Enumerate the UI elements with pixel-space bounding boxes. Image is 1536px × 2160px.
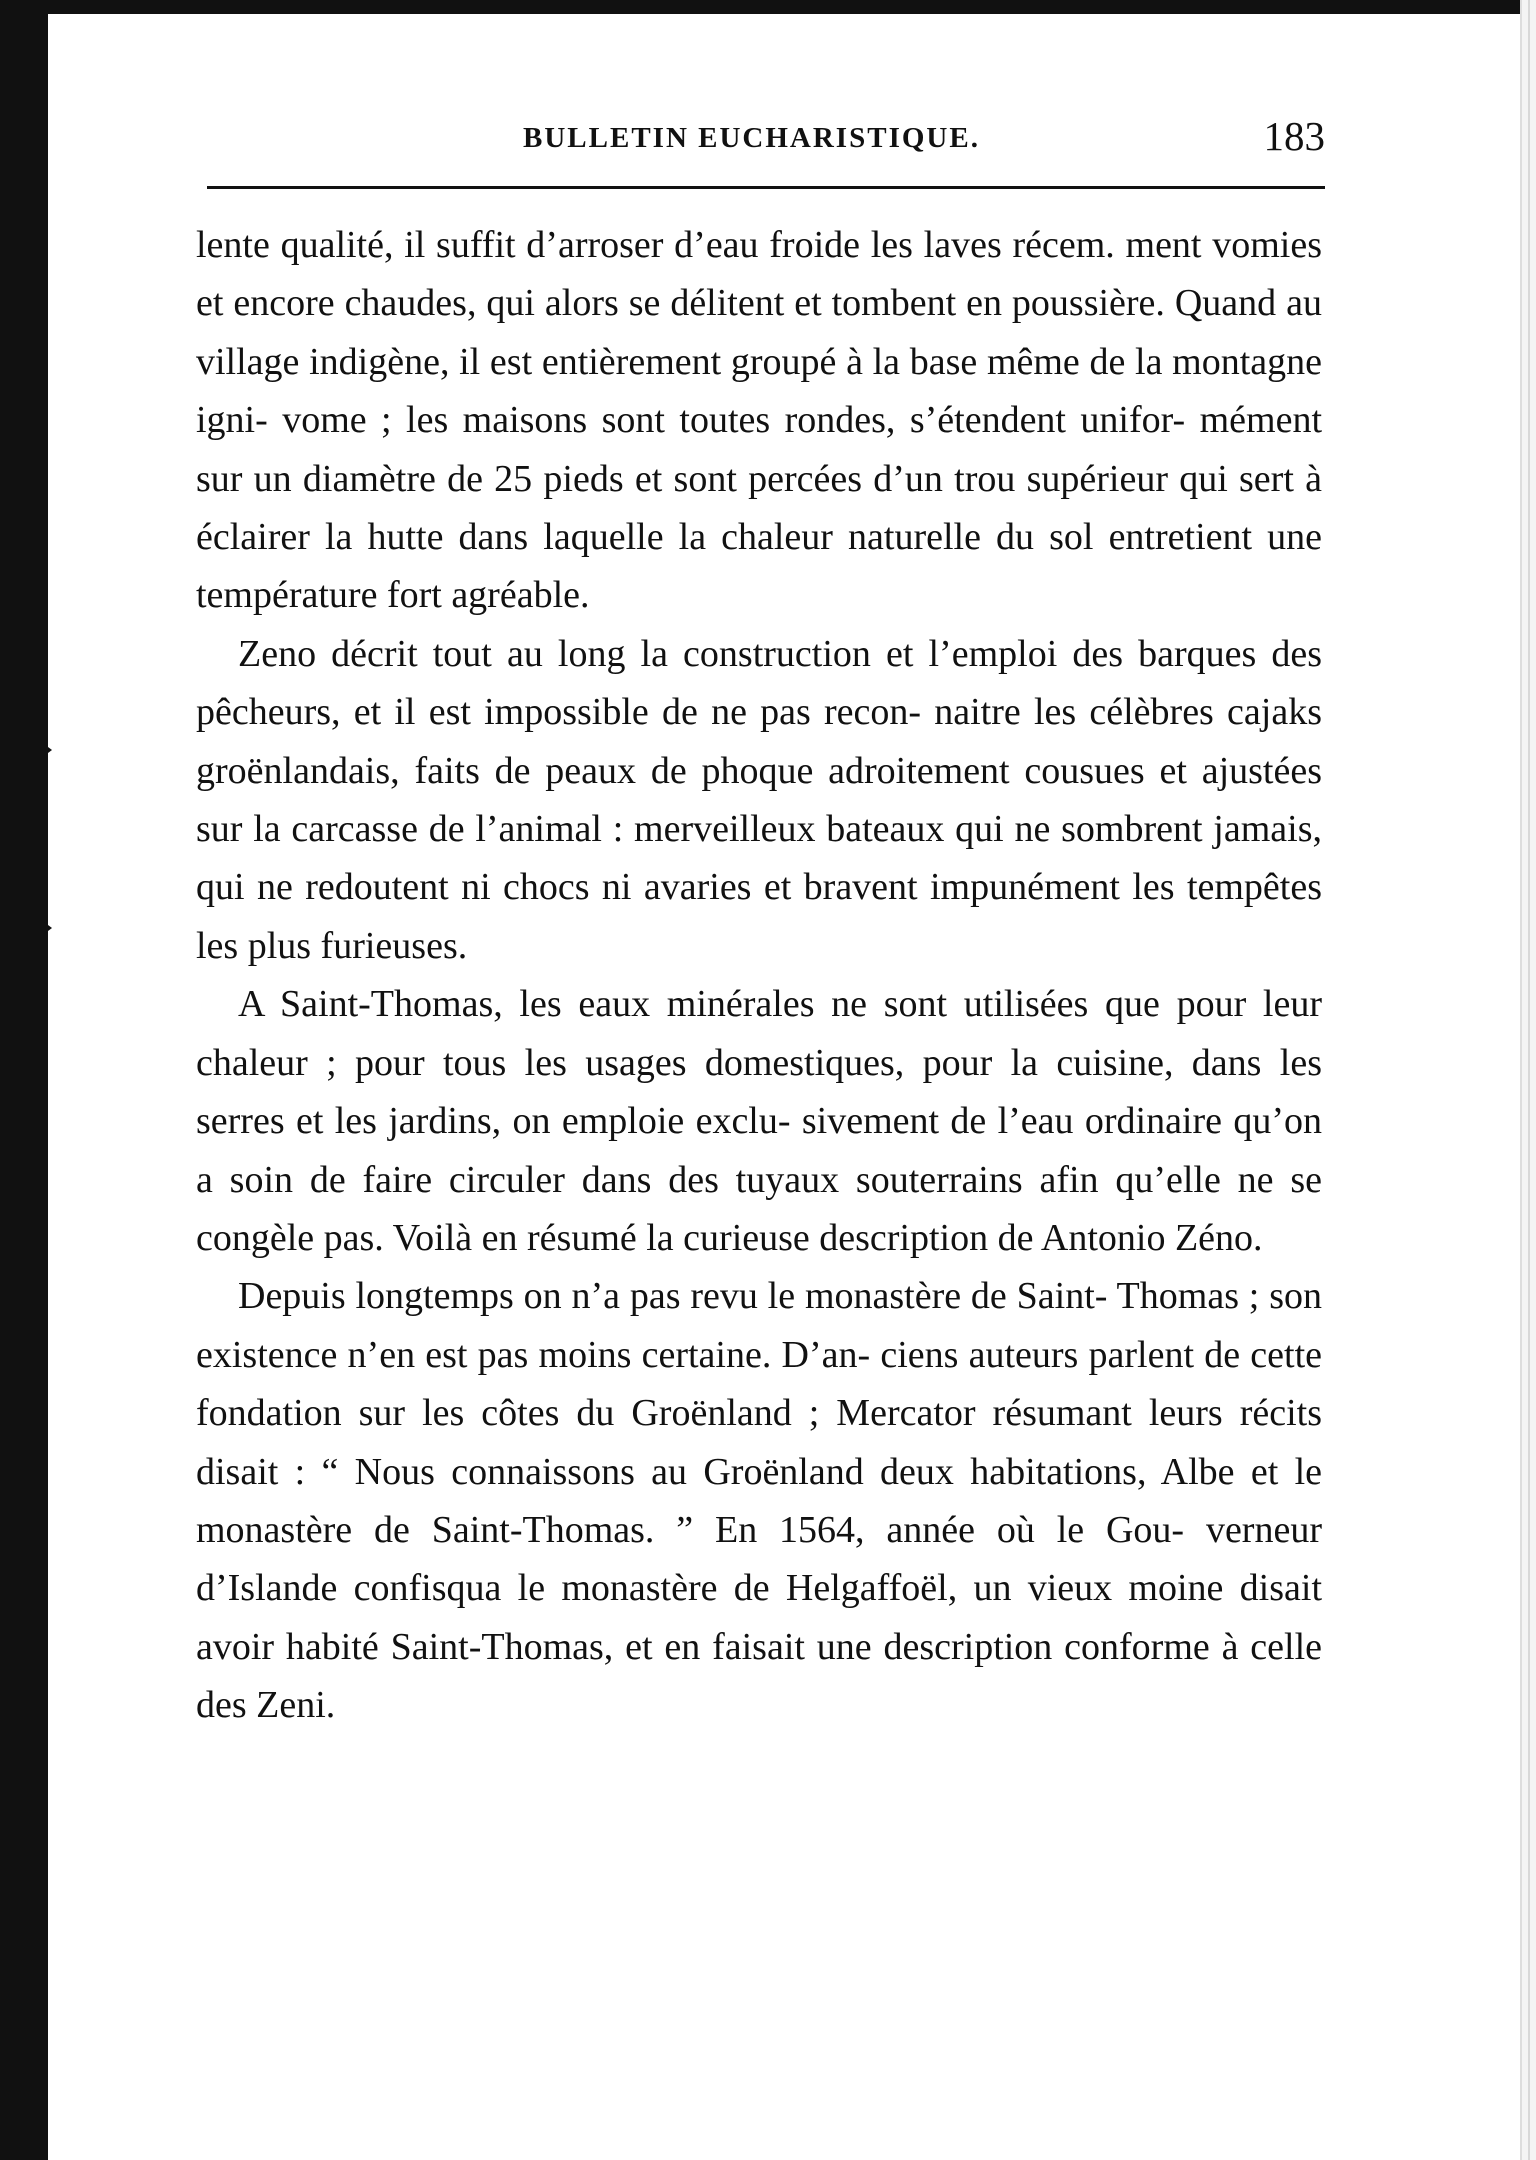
body-text — [196, 216, 1322, 1735]
header-rule — [207, 186, 1325, 189]
paragraph: A Saint-Thomas, les eaux minérales ne sont utilisées que pour leur chaleur ; pour tous les usages domestiques, pour la cuisine, dans les serres et les jardins, on emploie exclu- sivement de l’eau ordinaire qu’on a soin de faire circuler dans des tuyaux souterrains afin qu’elle ne se congèle pas. Voilà en résumé la curieuse description de Antonio Zéno. — [196, 983, 1322, 1259]
binding-mark — [44, 922, 52, 934]
running-head: BULLETIN EUCHARISTIQUE. — [523, 122, 980, 154]
scan-top-border — [0, 0, 1536, 14]
binding-mark — [44, 744, 52, 756]
scan-left-border — [0, 0, 48, 2160]
page-number: 183 — [1263, 113, 1325, 159]
page-header — [205, 112, 1325, 172]
paragraph: lente qualité, il suffit d’arroser d’eau froide les laves récem. ment vomies et encore chaudes, qui alors se délitent et tombent en poussière. Quand au village indigène, il est entièrement groupé à la base même de la montagne igni- vome ; les maisons sont toutes rondes, s’étendent unifor- mément sur un diamètre de 25 pieds et sont percées d’un trou supérieur qui sert à éclairer la hutte dans laquelle la chaleur naturelle du sol entretient une température fort agréable. — [196, 224, 1322, 617]
paragraph: Zeno décrit tout au long la construction et l’emploi des barques des pêcheurs, et il est impossible de ne pas recon- naitre les célèbres cajaks groënlandais, faits de peaux de phoque adroitement cousues et ajustées sur la carcasse de l’animal : merveilleux bateaux qui ne sombrent jamais, qui ne redoutent ni chocs ni avaries et bravent impunément les tempêtes les plus furieuses. — [196, 632, 1322, 967]
page-right-edge — [1520, 0, 1536, 2160]
paragraph: Depuis longtemps on n’a pas revu le monastère de Saint- Thomas ; son existence n’en est pas moins certaine. D’an- ciens auteurs parlent de cette fondation sur les côtes du Groënland ; Mercator résumant leurs récits disait : “ Nous connaissons au Groënland deux habitations, Albe et le monastère de Saint-Thomas. ” En 1564, année où le Gou- verneur d’Islande confisqua le monastère de Helgaffoël, un vieux moine disait avoir habité Saint-Thomas, et en faisait une description conforme à celle des Zeni. — [196, 1275, 1322, 1727]
